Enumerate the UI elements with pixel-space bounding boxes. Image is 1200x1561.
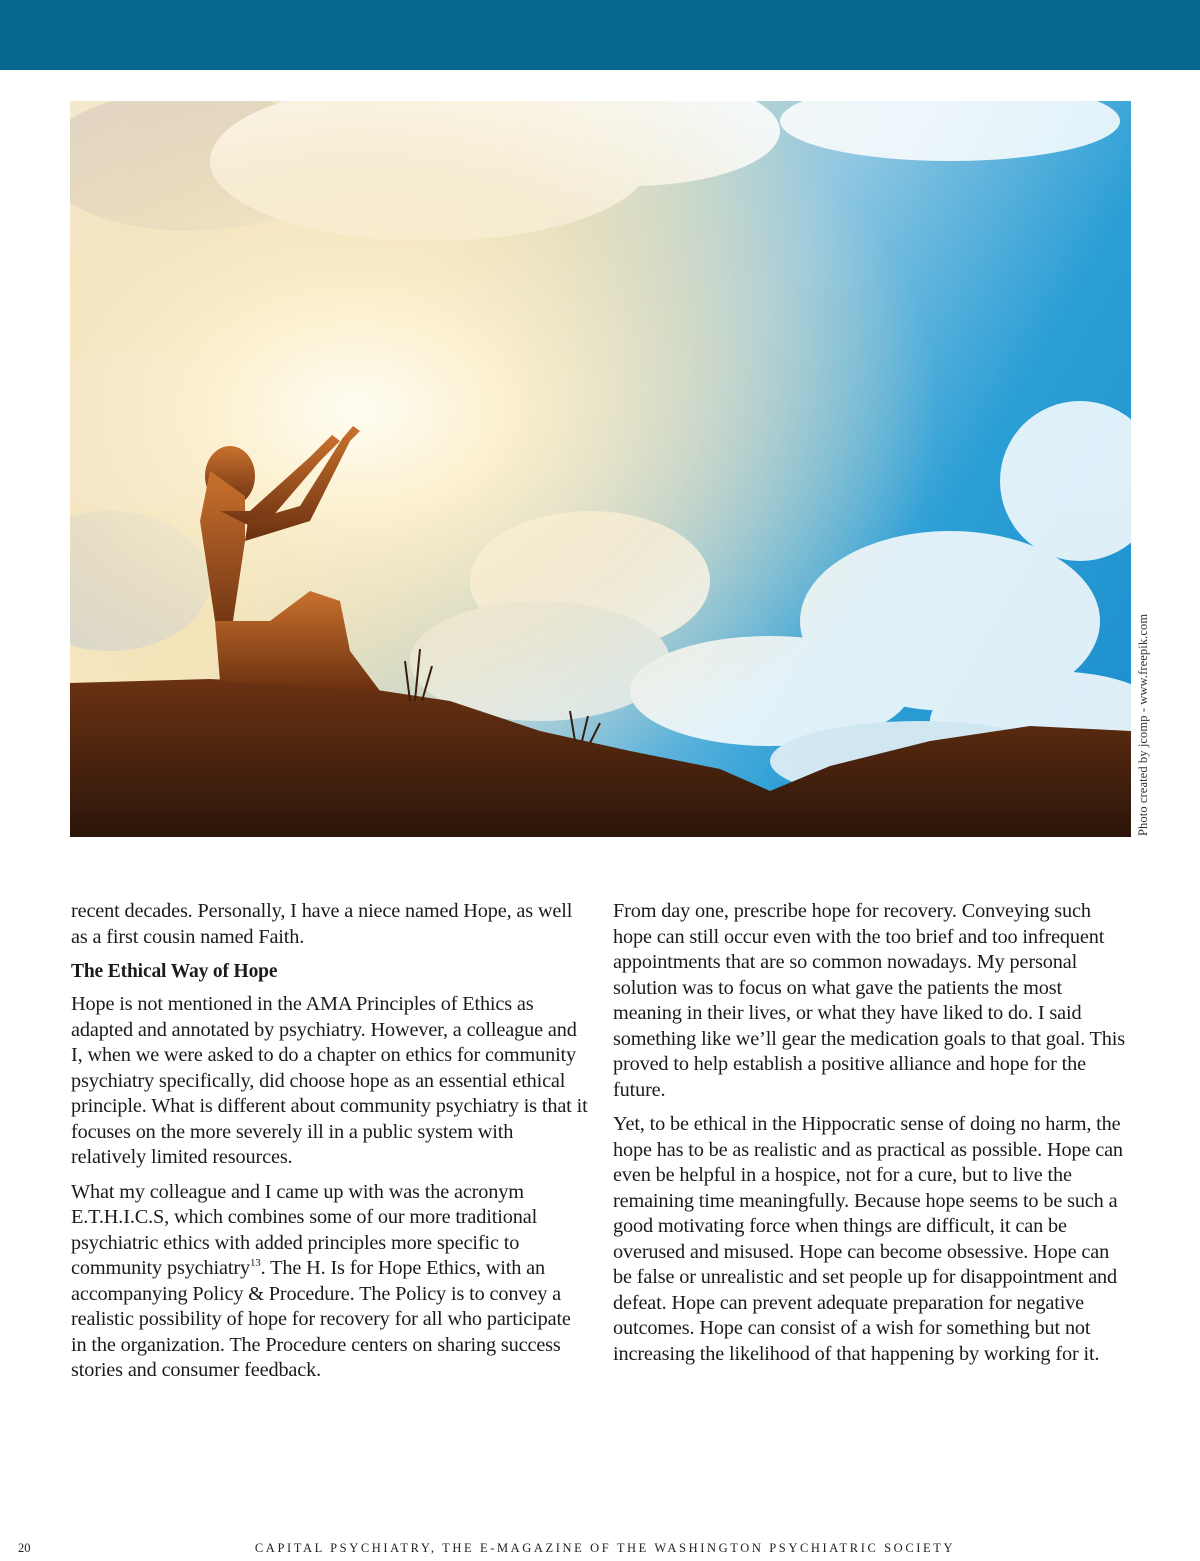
page-number: 20 bbox=[18, 1541, 31, 1555]
right-column bbox=[613, 899, 1131, 1376]
hero-photo bbox=[70, 101, 1131, 837]
page-footer bbox=[0, 1541, 1200, 1561]
photo-illustration bbox=[70, 101, 1131, 837]
photo-credit: Photo created by jcomp - www.freepik.com bbox=[1136, 613, 1150, 836]
publication-name: CAPITAL PSYCHIATRY, THE E-MAGAZINE OF THE WASHINGTON PSYCHIATRIC SOCIETY bbox=[254, 1541, 956, 1555]
paragraph: Hope is not mentioned in the AMA Principles of Ethics as adapted and annotated by psychiatry. However, a colleague and I, when we were asked to do a chapter on ethics for community psychiatry specifically, did choose hope as an essential ethical principle. What is different about community psychiatry is that it focuses on the more severely ill in a public system with relatively limited resources. bbox=[71, 993, 588, 1168]
paragraph: Yet, to be ethical in the Hippocratic sense of doing no harm, the hope has to be as realistic and as practical as possible. Hope can even be helpful in a hospice, not for a cure, but to live the remaining time meaningfully. Because hope seems to be such a good motivating force when things are difficult, it can be overused and misused. Hope can become obsessive. Hope can be false or unrealistic and set people up for disappointment and defeat. Hope can prevent adequate preparation for negative outcomes. Hope can consist of a wish for something but not increasing the likelihood of that happening by working for it. bbox=[613, 1113, 1123, 1365]
footnote-reference: 13 bbox=[249, 1257, 261, 1270]
header-band bbox=[0, 0, 1200, 70]
paragraph: From day one, prescribe hope for recovery. Conveying such hope can still occur even with the too brief and too infrequent appointments that are so common nowadays. My personal solution was to focus on what gave the patients the most meaning in their lives, or what they have liked to do. I said something like we’ll gear the medication goals to that goal. This proved to help establish a positive alliance and hope for the future. bbox=[613, 900, 1125, 1101]
left-column bbox=[71, 899, 589, 1393]
paragraph bbox=[71, 1180, 589, 1384]
paragraph-text: What my colleague and I came up with was the acronym E.T.H.I.C.S, which combines some of our more traditional psychiatric ethics with added principles more specific to community psychiatry bbox=[71, 1180, 538, 1279]
paragraph: recent decades. Personally, I have a niece named Hope, as well as a first cousin named Faith. bbox=[71, 900, 573, 948]
section-heading: The Ethical Way of Hope bbox=[71, 961, 278, 982]
paragraph-text: . The H. Is for Hope Ethics, with an accompanying Policy & Procedure. The Policy is to convey a realistic possibility of hope for recovery for all who participate in the organization. The Procedure centers on sharing success stories and consumer feedback. bbox=[71, 1257, 571, 1381]
